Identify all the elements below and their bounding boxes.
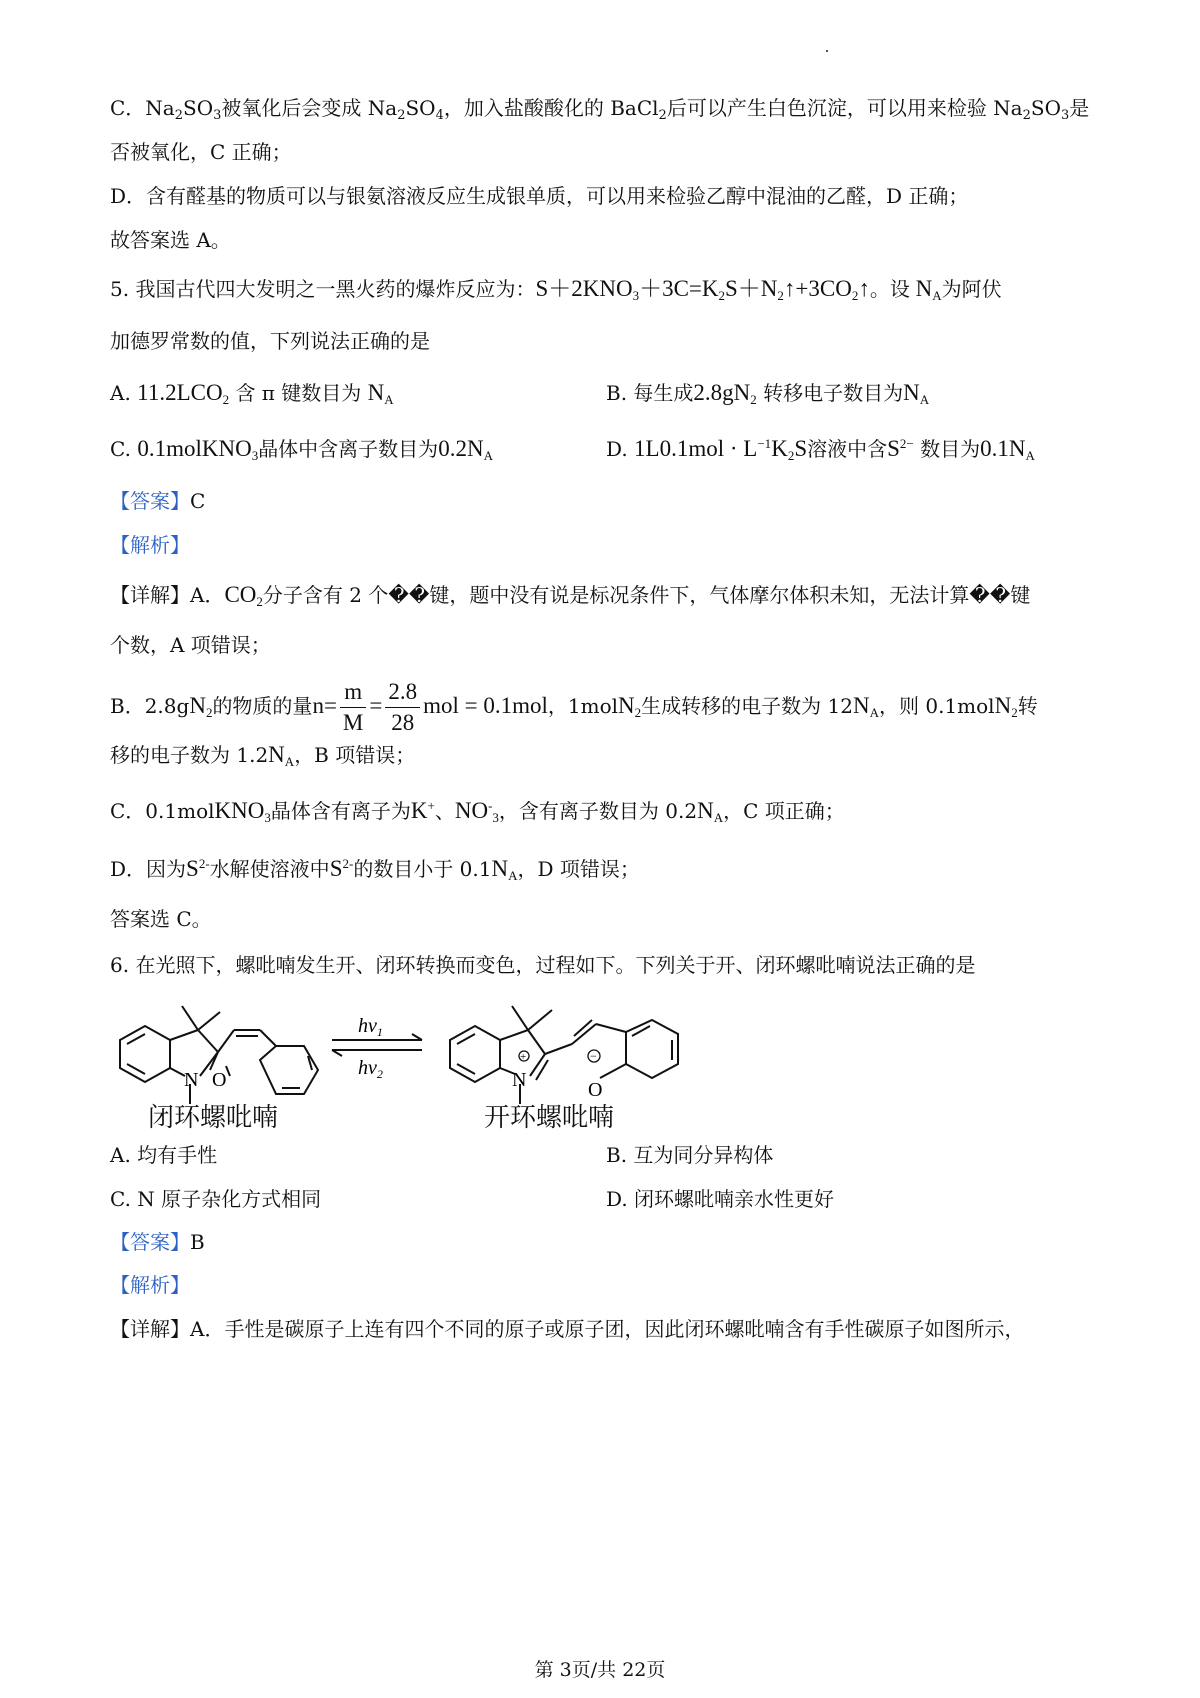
atom-o-closed: O — [212, 1069, 227, 1091]
analysis-tag: 【解析】 — [110, 1273, 190, 1297]
option-5a[interactable]: A. $11.2LCO_2$ 含 π 键数目为 $N_A$ — [110, 380, 394, 407]
analysis-tag: 【解析】 — [110, 533, 190, 557]
answer-6: 【答案】B — [110, 1230, 205, 1254]
hv1-label: $h\nu_1$ — [358, 1015, 383, 1039]
label-open-spiropyran: 开环螺吡喃 — [484, 1103, 615, 1133]
option-6d[interactable]: D. 闭环螺吡喃亲水性更好 — [606, 1187, 835, 1211]
minus-charge: − — [590, 1049, 597, 1063]
detail-line: 个数，A 项错误； — [110, 633, 271, 657]
detail-line: D．因为$S^{2-}$水解使溶液中$S^{2-}$的数目小于 $0.1N_A$，D 项错误； — [110, 856, 640, 883]
plus-charge: + — [520, 1051, 527, 1063]
detail-line: 移的电子数为 $1.2N_A$，B 项错误； — [110, 742, 416, 769]
detail-line: 【详解】A．$CO_2$分子含有 2 个��键，题中没有说是标况条件下，气体摩尔体积未知，无法计算��键 — [110, 582, 1031, 609]
scan-dot — [826, 50, 828, 52]
detail-line: 答案选 C。 — [110, 907, 212, 931]
question-5-stem: 5. 我国古代四大发明之一黑火药的爆炸反应为：$S+2KNO_3+3C=K_2S+N_2↑+3CO_2↑$。设 $N_A$为阿伏 — [110, 276, 1002, 303]
text-line: C．$Na_2SO_3$被氧化后会变成 $Na_2SO_4$，加入盐酸酸化的 BaCl$_2$后可以产生白色沉淀，可以用来检验 $Na_2SO_3$是 — [110, 96, 1090, 123]
option-5c[interactable]: C. 0.1molKNO$_3$晶体中含离子数目为$0.2N_A$ — [110, 436, 493, 463]
text-line: D．含有醛基的物质可以与银氨溶液反应生成银单质，可以用来检验乙醇中混油的乙醛，D 正确； — [110, 184, 969, 208]
option-6a[interactable]: A. 均有手性 — [110, 1143, 218, 1167]
option-5b[interactable]: B. 每生成$2.8gN_2$ 转移电子数目为$N_A$ — [606, 380, 930, 407]
detail-line-fraction: B．$2.8gN_2$的物质的量n= $\frac{m}{M}$ = $\frac{2.8}{28}$ mol = 0.1mol，1molN$_2$生成转移的电子数为 $12N_A$，则 0.1molN$_2$转 — [110, 679, 1038, 736]
atom-n-closed: N — [184, 1069, 199, 1091]
option-5d[interactable]: D. $1L0.1mol \cdot L^{-1}K_2S$溶液中含$S^{2-}$ 数目为$0.1N_A$ — [606, 436, 1035, 463]
atom-o-open: O — [588, 1079, 603, 1101]
atom-n-open: N — [512, 1069, 527, 1091]
answer-5: 【答案】C — [110, 489, 206, 513]
detail-line: 【详解】A．手性是碳原子上连有四个不同的原子或原子团，因此闭环螺吡喃含有手性碳原子如图所示， — [110, 1317, 1025, 1341]
label-closed-spiropyran: 闭环螺吡喃 — [148, 1103, 279, 1133]
question-6-stem: 6. 在光照下，螺吡喃发生开、闭环转换而变色，过程如下。下列关于开、闭环螺吡喃说法正确的是 — [110, 953, 976, 977]
detail-line: C．0.1molKNO$_3$晶体含有离子为K+、$NO^-_3$，含有离子数目为 $0.2N_A$，C 项正确； — [110, 798, 845, 825]
text-line: 否被氧化，C 正确； — [110, 140, 292, 164]
text-line: 故答案选 A。 — [110, 228, 231, 252]
page-footer: 第 3页/共 22页 — [534, 1659, 666, 1681]
option-6c[interactable]: C. N 原子杂化方式相同 — [110, 1187, 322, 1211]
question-5-stem-cont: 加德罗常数的值，下列说法正确的是 — [110, 329, 430, 353]
spiropyran-diagram — [100, 1000, 720, 1120]
hv2-label: $h\nu_2$ — [358, 1057, 383, 1081]
option-6b[interactable]: B. 互为同分异构体 — [606, 1143, 774, 1167]
